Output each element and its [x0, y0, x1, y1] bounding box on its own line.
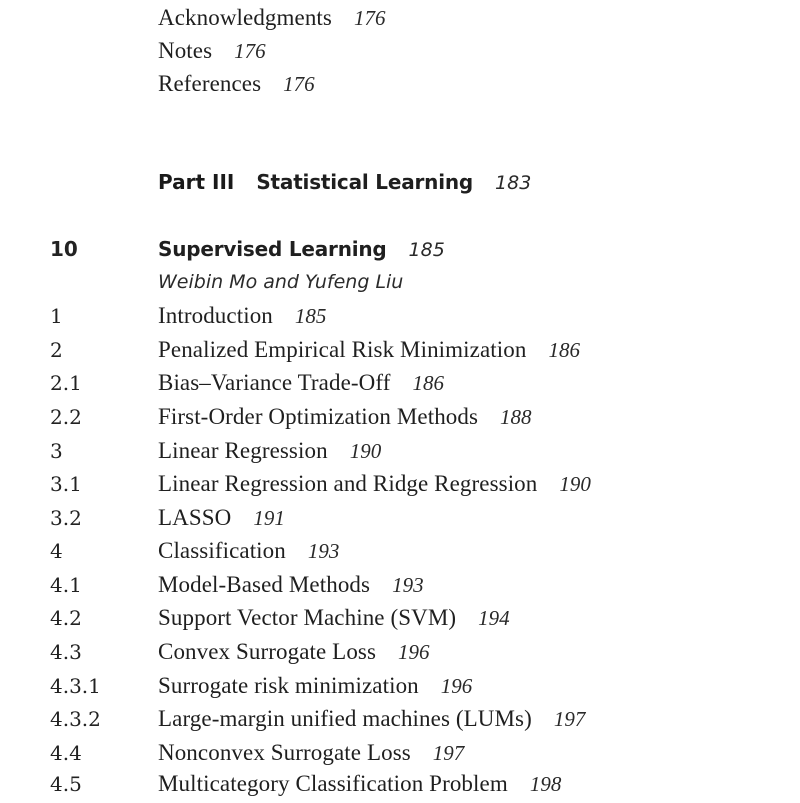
section-title: Support Vector Machine (SVM)	[158, 605, 457, 630]
entry-title: Notes	[158, 38, 213, 63]
section-number: 4.2	[50, 606, 82, 630]
toc-section-entry	[0, 602, 800, 634]
toc-section-entry	[0, 636, 800, 668]
section-page-number: 197	[432, 741, 465, 765]
section-title: Classification	[158, 538, 286, 563]
section-page-number: 186	[412, 371, 444, 395]
toc-entry-references	[0, 68, 800, 100]
toc-section-entry	[0, 468, 800, 500]
section-number: 3	[50, 439, 63, 463]
entry-page-number: 176	[283, 72, 315, 96]
section-page-number: 191	[253, 506, 285, 530]
toc-section-entry	[0, 535, 800, 567]
section-page-number: 194	[478, 606, 510, 630]
section-number: 3.2	[50, 506, 82, 530]
section-title: Large-margin unified machines (LUMs)	[158, 706, 532, 731]
section-title: Linear Regression	[158, 438, 328, 463]
section-number: 2.2	[50, 405, 82, 429]
section-number: 4.5	[50, 772, 82, 796]
toc-section-entry	[0, 502, 800, 534]
section-title: Bias–Variance Trade-Off	[158, 370, 391, 395]
section-page-number: 190	[559, 472, 591, 496]
toc-section-entry	[0, 435, 800, 467]
toc-chapter-heading	[0, 233, 800, 265]
section-number: 2.1	[50, 371, 82, 395]
entry-page-number: 176	[353, 6, 386, 30]
chapter-authors: Weibin Mo and Yufeng Liu	[158, 271, 404, 293]
section-page-number: 198	[529, 772, 562, 796]
section-number: 1	[50, 304, 63, 328]
section-number: 3.1	[50, 472, 82, 496]
part-title: Statistical Learning	[256, 170, 474, 194]
section-page-number: 186	[548, 338, 580, 362]
toc-section-entry	[0, 670, 800, 702]
section-number: 4	[50, 539, 63, 563]
section-page-number: 185	[294, 304, 327, 328]
section-number: 4.3.2	[50, 707, 101, 731]
section-number: 4.1	[50, 573, 82, 597]
chapter-number: 10	[50, 237, 78, 261]
toc-section-entry	[0, 569, 800, 601]
section-page-number: 188	[500, 405, 532, 429]
section-title: Model-Based Methods	[158, 572, 371, 597]
toc-section-entry	[0, 334, 800, 366]
entry-title: Acknowledgments	[158, 5, 332, 30]
part-page-number: 183	[495, 172, 532, 194]
section-title: LASSO	[158, 505, 232, 530]
section-page-number: 197	[553, 707, 586, 731]
section-title: Surrogate risk minimization	[158, 673, 419, 698]
toc-section-entry	[0, 300, 800, 332]
section-title: Introduction	[158, 303, 273, 328]
section-number: 4.4	[50, 741, 82, 765]
section-title: Multicategory Classification Problem	[158, 771, 508, 796]
toc-section-entry	[0, 367, 800, 399]
toc-part-heading	[0, 166, 800, 198]
section-number: 4.3	[50, 640, 82, 664]
section-title: Convex Surrogate Loss	[158, 639, 377, 664]
section-page-number: 193	[307, 539, 340, 563]
toc-section-entry	[0, 703, 800, 735]
section-number: 2	[50, 338, 63, 362]
section-number: 4.3.1	[50, 674, 101, 698]
section-page-number: 193	[392, 573, 424, 597]
section-page-number: 196	[398, 640, 430, 664]
part-label: Part III	[158, 170, 235, 194]
toc-section-entry	[0, 768, 800, 800]
toc-entry-acknowledgments	[0, 2, 800, 34]
chapter-authors-row	[0, 266, 800, 298]
section-title: Nonconvex Surrogate Loss	[158, 740, 411, 765]
chapter-title: Supervised Learning	[158, 237, 387, 261]
toc-section-entry	[0, 401, 800, 433]
entry-title: References	[158, 71, 262, 96]
entry-page-number: 176	[234, 39, 266, 63]
chapter-page-number: 185	[408, 239, 445, 261]
section-title: First-Order Optimization Methods	[158, 404, 479, 429]
section-page-number: 190	[349, 439, 382, 463]
toc-section-entry	[0, 737, 800, 769]
section-title: Penalized Empirical Risk Minimization	[158, 337, 527, 362]
toc-entry-notes	[0, 35, 800, 67]
section-page-number: 196	[440, 674, 473, 698]
section-title: Linear Regression and Ridge Regression	[158, 471, 538, 496]
